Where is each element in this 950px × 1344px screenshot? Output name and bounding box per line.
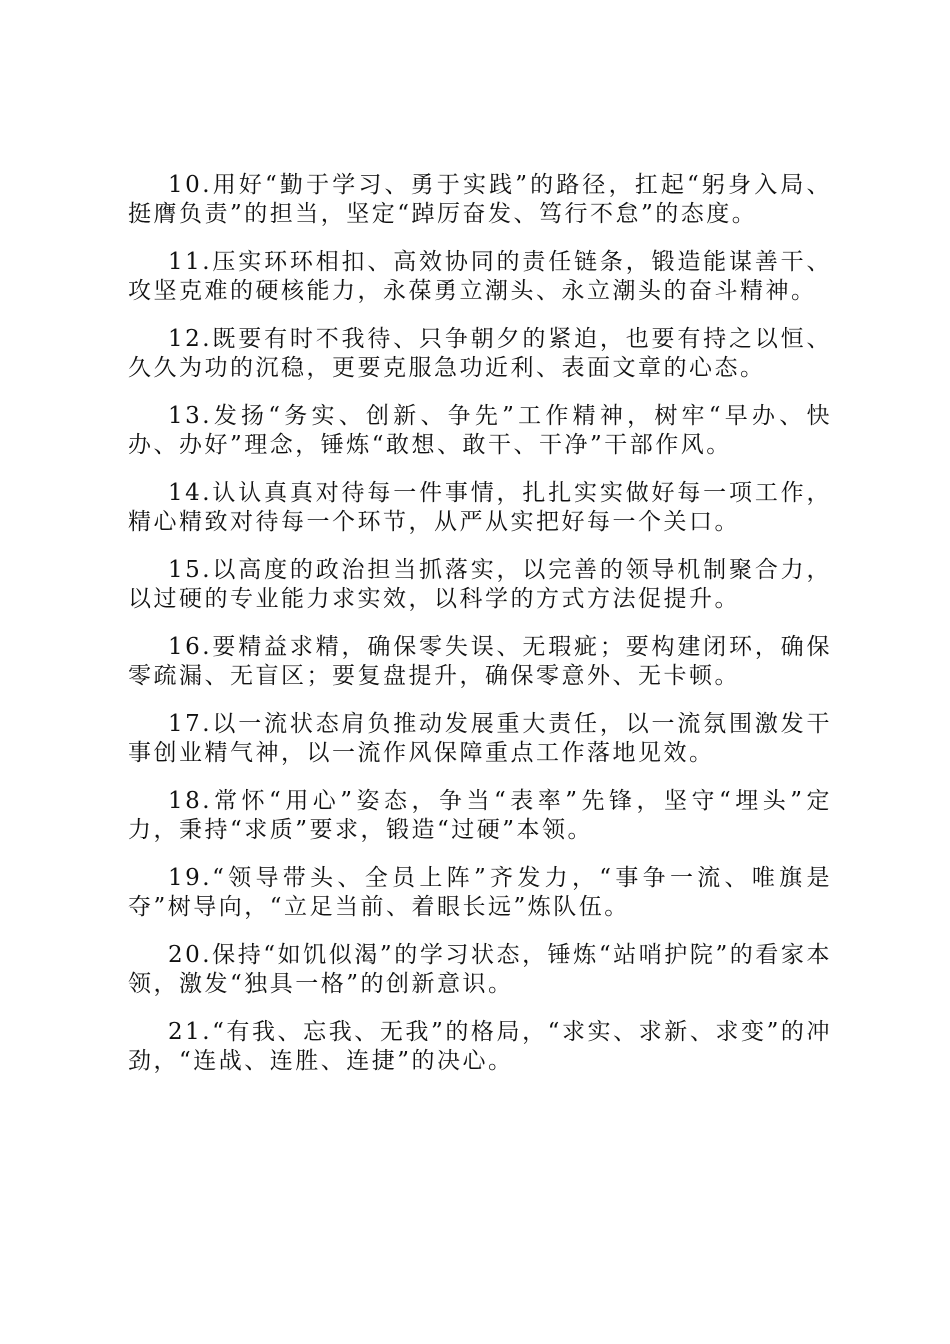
paragraph-21: 21.“有我、忘我、无我”的格局，“求实、求新、求变”的冲劲，“连战、连胜、连捷”的决心。 xyxy=(128,1019,832,1074)
document-body xyxy=(128,171,832,1095)
paragraph-16: 16.要精益求精，确保零失误、无瑕疵；要构建闭环，确保零疏漏、无盲区；要复盘提升，确保零意外、无卡顿。 xyxy=(128,634,832,689)
paragraph-14: 14.认认真真对待每一件事情，扎扎实实做好每一项工作，精心精致对待每一个环节，从严从实把好每一个关口。 xyxy=(128,480,832,535)
paragraph-11: 11.压实环环相扣、高效协同的责任链条，锻造能谋善干、攻坚克难的硬核能力，永葆勇立潮头、永立潮头的奋斗精神。 xyxy=(128,249,832,304)
paragraph-10: 10.用好“勤于学习、勇于实践”的路径，扛起“躬身入局、挺膺负责”的担当，坚定“踔厉奋发、笃行不怠”的态度。 xyxy=(128,172,832,227)
paragraph-15: 15.以高度的政治担当抓落实，以完善的领导机制聚合力，以过硬的专业能力求实效，以科学的方式方法促提升。 xyxy=(128,557,832,612)
paragraph-12: 12.既要有时不我待、只争朝夕的紧迫，也要有持之以恒、久久为功的沉稳，更要克服急功近利、表面文章的心态。 xyxy=(128,326,832,381)
paragraph-19: 19.“领导带头、全员上阵”齐发力，“事争一流、唯旗是夺”树导向，“立足当前、着眼长远”炼队伍。 xyxy=(128,865,832,920)
paragraph-13: 13.发扬“务实、创新、争先”工作精神，树牢“早办、快办、办好”理念，锤炼“敢想、敢干、干净”干部作风。 xyxy=(128,403,832,458)
paragraph-20: 20.保持“如饥似渴”的学习状态，锤炼“站哨护院”的看家本领，激发“独具一格”的创新意识。 xyxy=(128,942,832,997)
paragraph-17: 17.以一流状态肩负推动发展重大责任，以一流氛围激发干事创业精气神，以一流作风保障重点工作落地见效。 xyxy=(128,711,832,766)
paragraph-18: 18.常怀“用心”姿态，争当“表率”先锋，坚守“埋头”定力，秉持“求质”要求，锻造“过硬”本领。 xyxy=(128,788,832,843)
